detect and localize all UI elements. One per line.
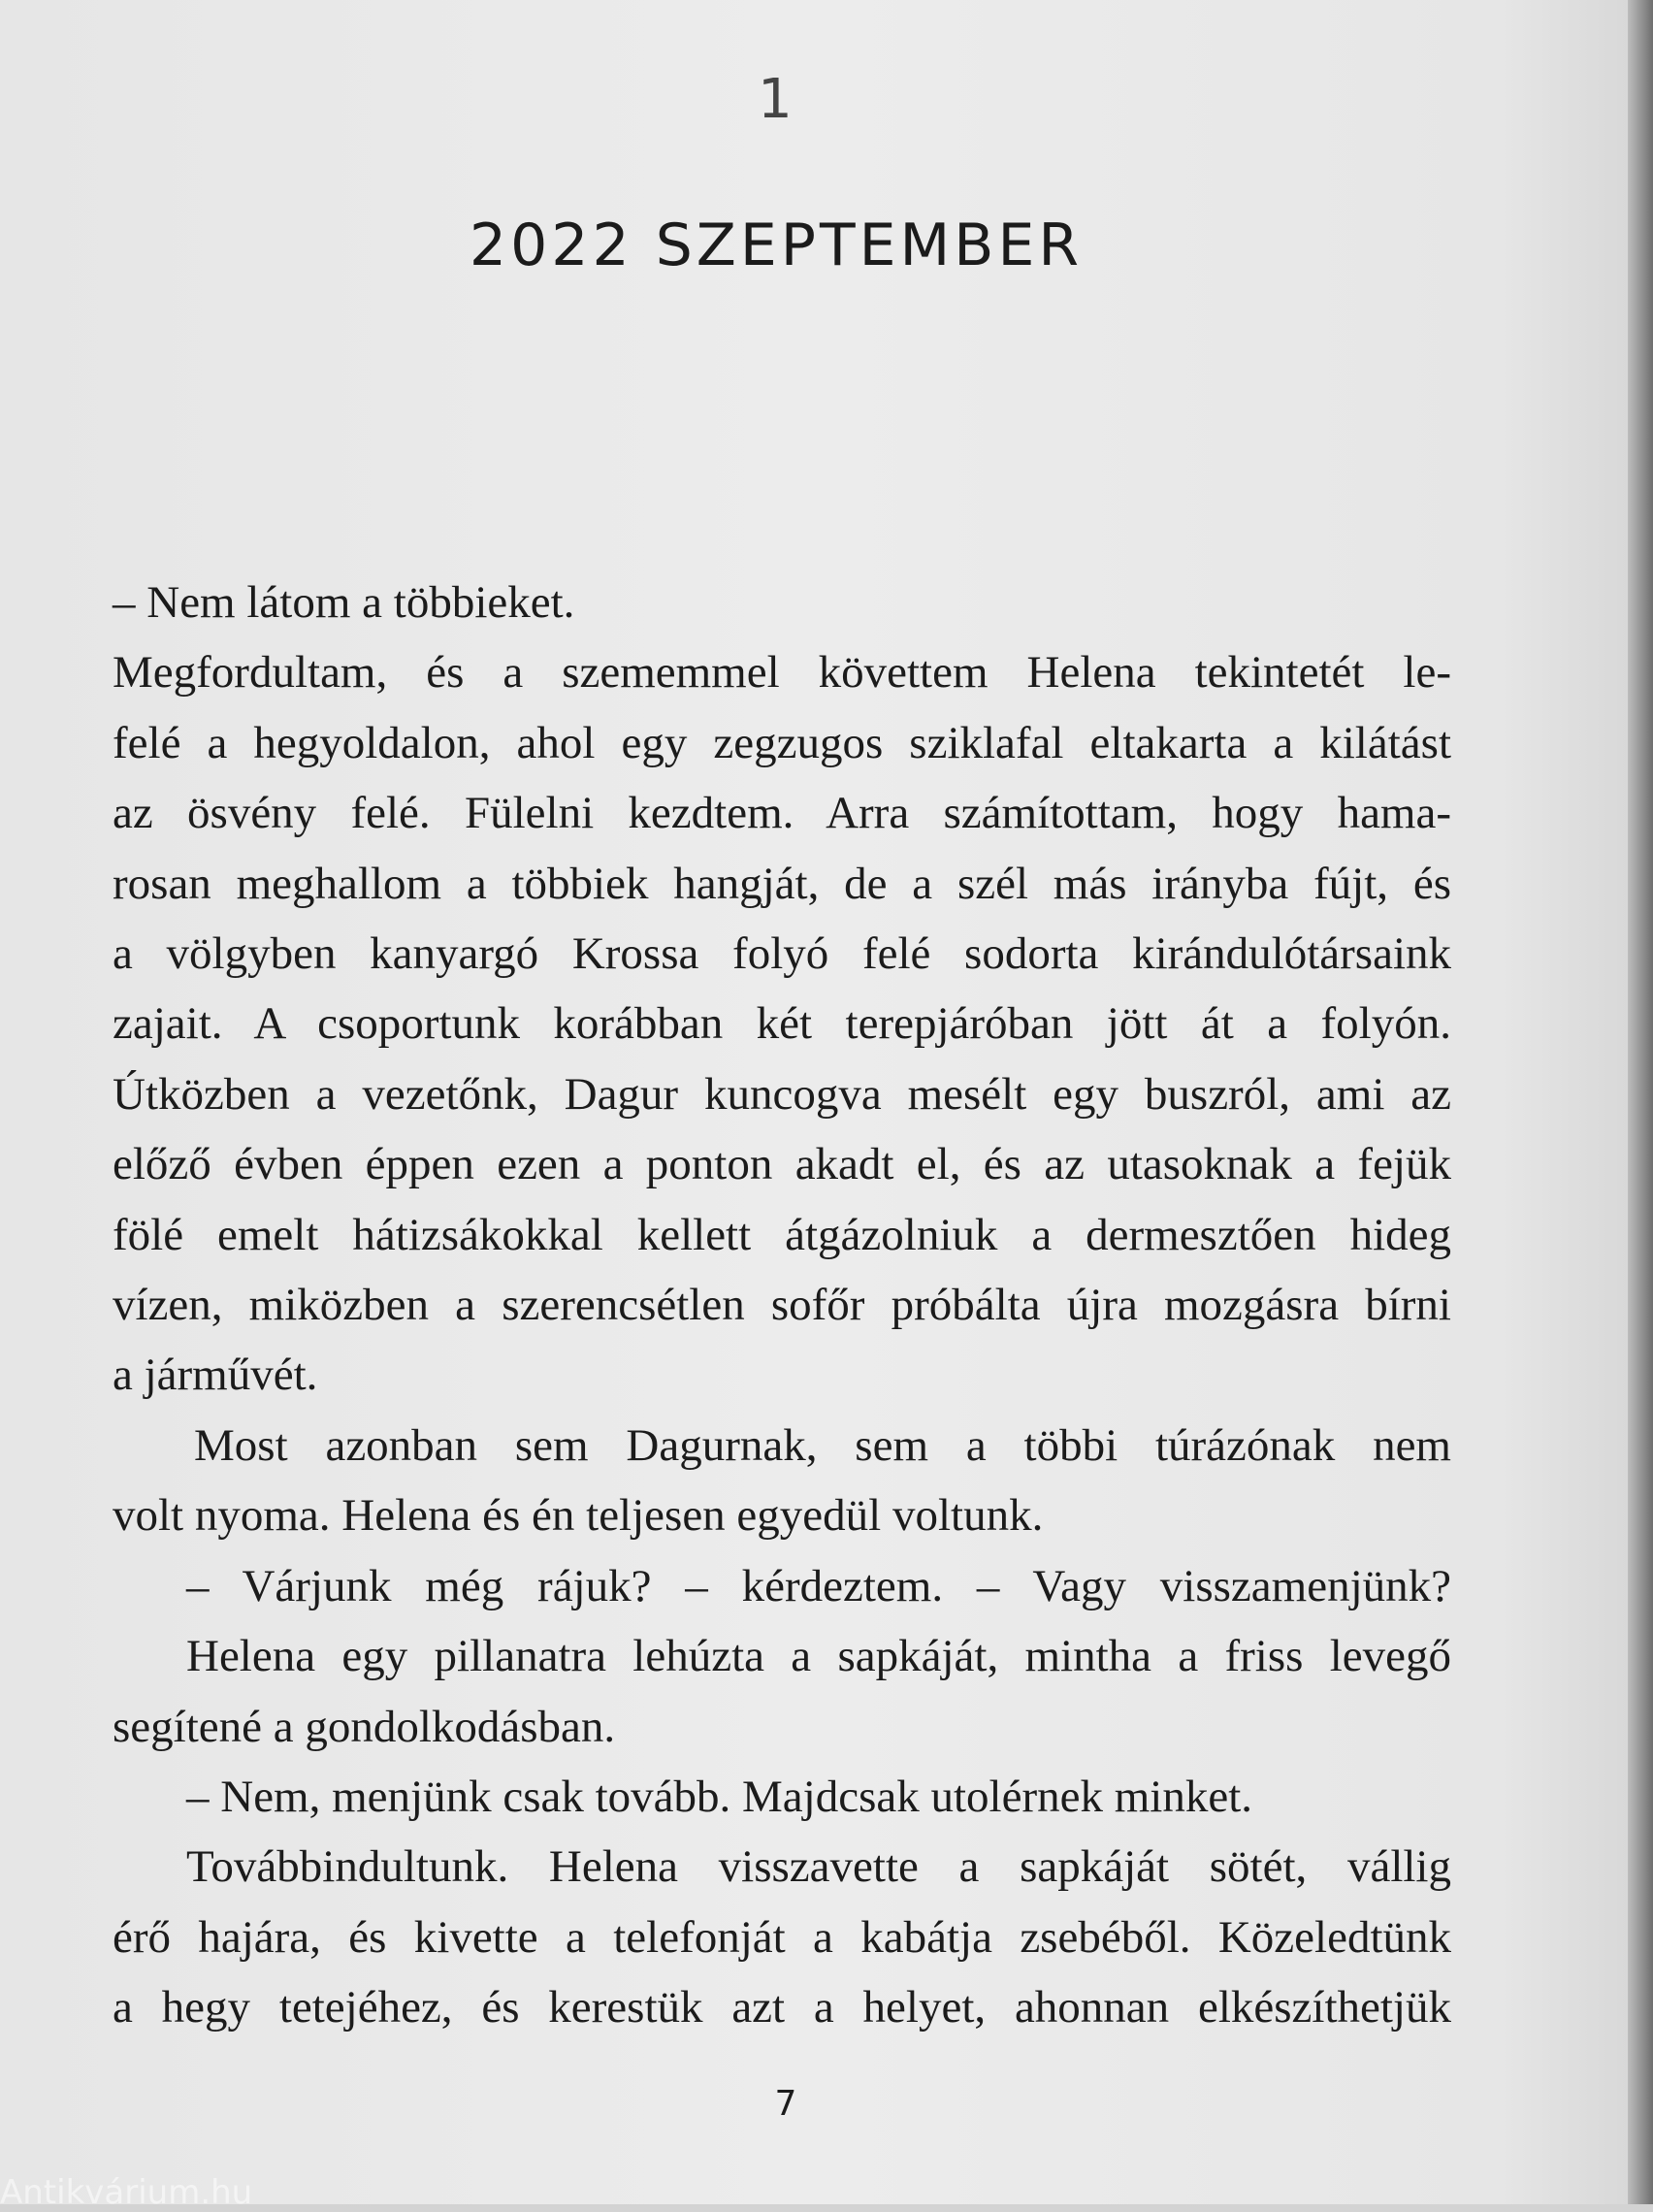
text-line: Most azonban sem Dagurnak, sem a többi túrázónak nem [194, 1419, 1451, 1471]
text-line: a hegy tetejéhez, és kerestük azt a helyet, ahonnan elkészíthetjük [113, 1982, 1451, 2033]
chapter-title: 2022 SZEPTEMBER [469, 211, 1084, 279]
text-line: – Nem, menjünk csak tovább. Majdcsak utolérnek minket. [186, 1771, 1253, 1822]
watermark-text: Antikvárium.hu [0, 2173, 253, 2212]
text-line: Útközben a vezetőnk, Dagur kuncogva mesélt egy buszról, ami az [113, 1068, 1451, 1120]
text-line: Megfordultam, és a szememmel követtem Helena tekintetét le- [113, 647, 1451, 699]
text-line: előző évben éppen ezen a ponton akadt el, és az utasoknak a fejük [113, 1139, 1451, 1190]
body-text [113, 568, 1451, 2043]
text-line: volt nyoma. Helena és én teljesen egyedül voltunk. [113, 1490, 1044, 1542]
chapter-number: 1 [758, 68, 794, 131]
text-line: az ösvény felé. Fülelni kezdtem. Arra számítottam, hogy hama- [113, 788, 1451, 839]
text-line: Továbbindultunk. Helena visszavette a sapkáját sötét, vállig [186, 1841, 1451, 1893]
text-line: a völgyben kanyargó Krossa folyó felé sodorta kirándulótársaink [113, 928, 1451, 980]
text-line: felé a hegyoldalon, ahol egy zegzugos sziklafal eltakarta a kilátást [113, 717, 1451, 768]
text-line: a járművét. [113, 1350, 318, 1401]
text-line: segítené a gondolkodásban. [113, 1701, 616, 1752]
page-number: 7 [774, 2084, 797, 2124]
text-line: fölé emelt hátizsákokkal kellett átgázolniuk a dermesztően hideg [113, 1209, 1451, 1260]
page-edge [1628, 0, 1653, 2204]
text-line: zajait. A csoportunk korábban két terepjáróban jött át a folyón. [113, 998, 1451, 1050]
text-line: vízen, miközben a szerencsétlen sofőr próbálta újra mozgásra bírni [113, 1280, 1451, 1331]
text-line: Helena egy pillanatra lehúzta a sapkáját, mintha a friss levegő [186, 1631, 1451, 1682]
text-line: – Nem látom a többieket. [113, 577, 575, 628]
text-line: rosan meghallom a többiek hangját, de a szél más irányba fújt, és [113, 858, 1451, 909]
text-line: érő hajára, és kivette a telefonját a kabátja zsebéből. Közeledtünk [113, 1911, 1451, 1963]
text-line: – Várjunk még rájuk? – kérdeztem. – Vagy visszamenjünk? [186, 1560, 1451, 1611]
